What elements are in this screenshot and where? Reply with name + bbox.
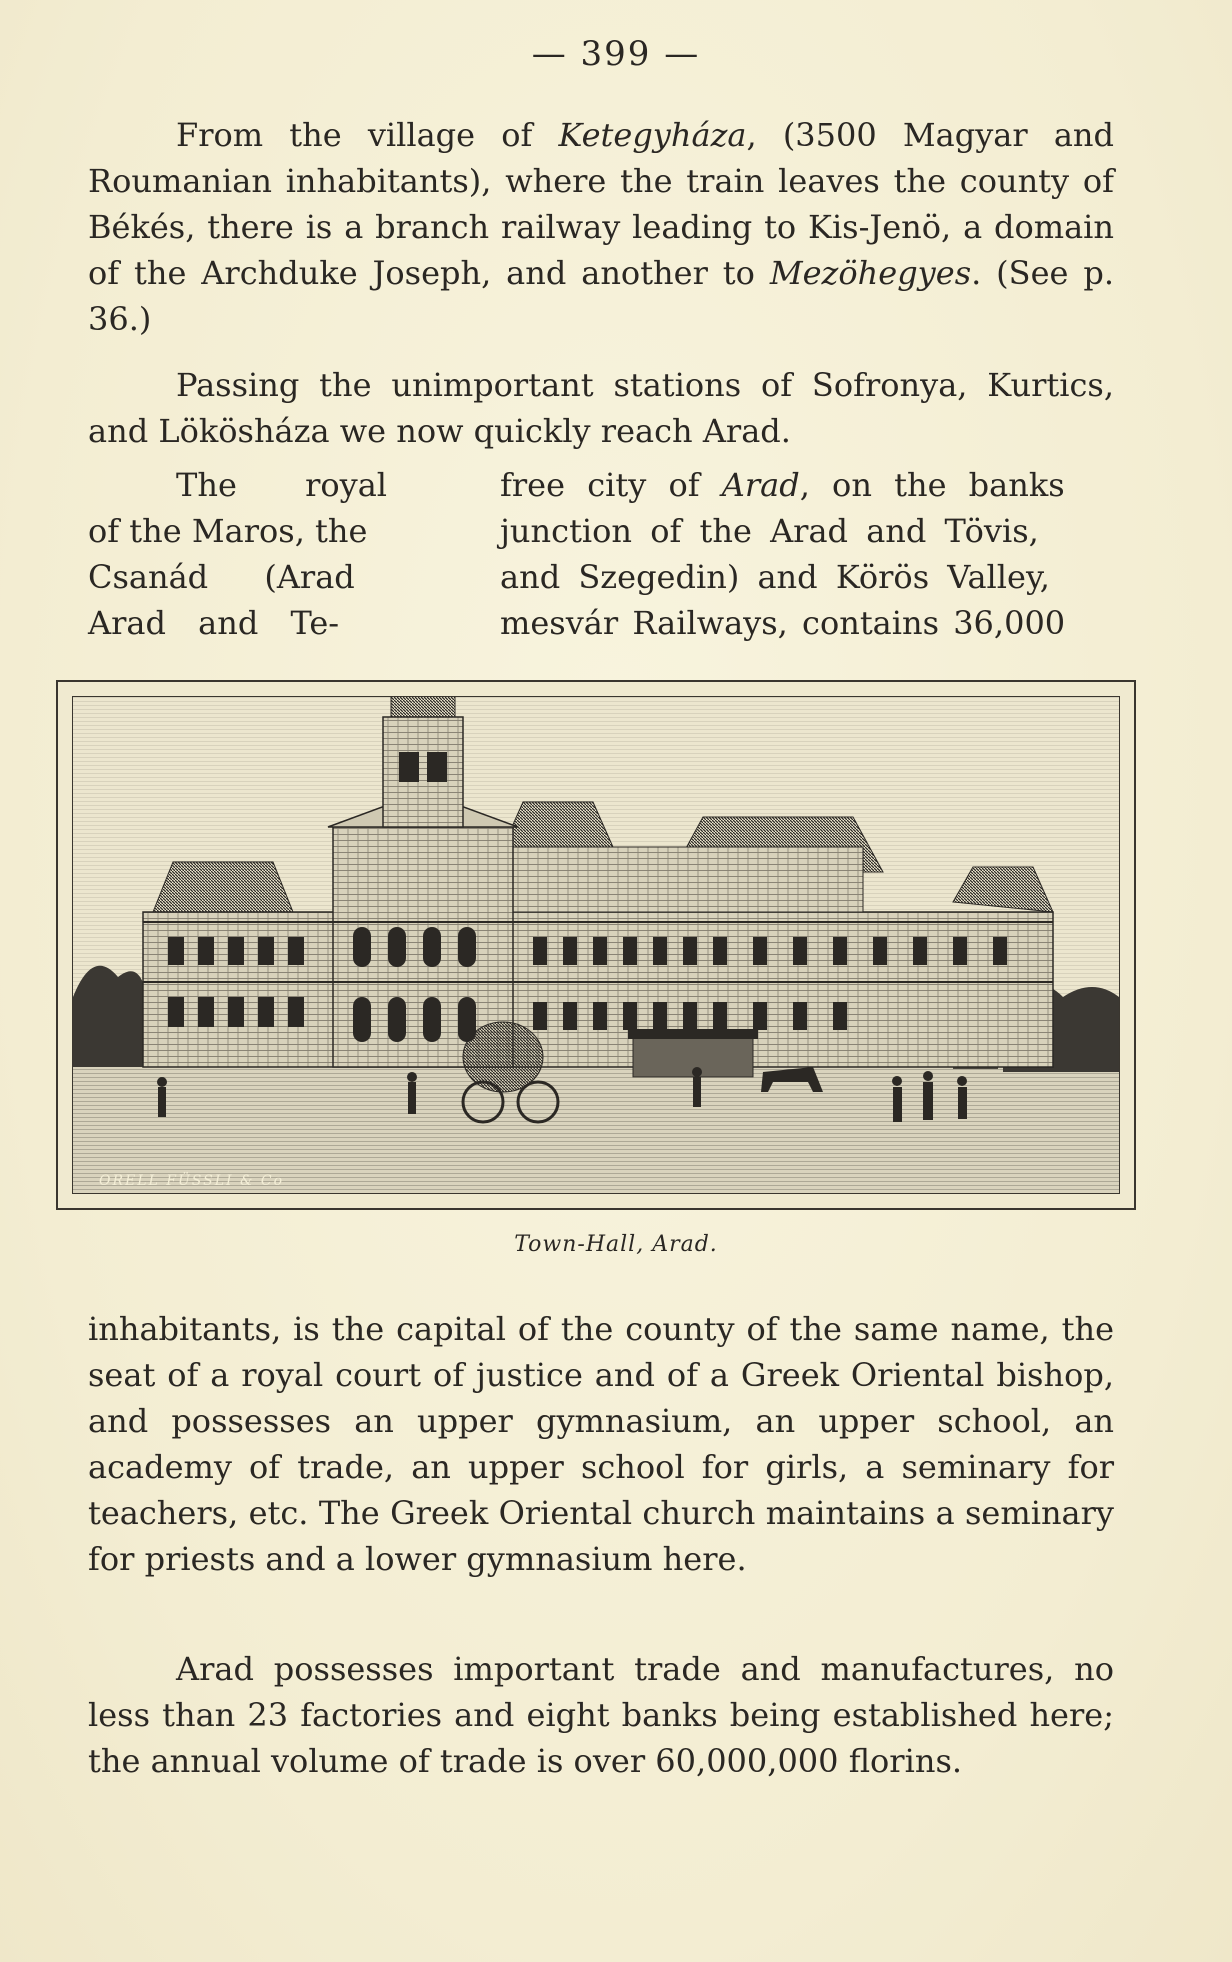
engraver-signature: ORELL FÜSSLI & Co (99, 1173, 285, 1189)
wrap-right-line-1 (500, 462, 1065, 508)
engraving-town-hall (72, 696, 1120, 1194)
place-arad: Arad (721, 466, 800, 504)
wrap-right-line-1a: free city of (500, 466, 722, 504)
wrap-left-line-2: of the Maros, the (88, 512, 368, 550)
place-mezohegyes: Mezöhegyes (769, 254, 972, 292)
paragraph-inhabitants (88, 1306, 1114, 1582)
wrap-text-right (500, 462, 1114, 646)
para4-text: Arad possesses important trade and manufactures, no less than 23 factories and eight banks being established here; the annual volume of trade is over 60,000,000 florins. (88, 1650, 1114, 1780)
wrap-left-line-4: Arad and Te- (88, 604, 340, 642)
paragraph-passing (88, 362, 1114, 454)
figure-caption: Town-Hall, Arad. (514, 1232, 718, 1257)
para1-text-b: , (3500 Magyar and Roumanian inhabitants), where the train leaves the county of Békés, there is a branch railway leading to Kis-Jenö, a domain of the Archduke Joseph, and another to (88, 116, 1115, 292)
wrap-right-line-4: mesvár Railways, contains 36,000 (500, 604, 1066, 642)
place-ketegyhaza: Ketegyháza (558, 116, 747, 154)
engraving-figure (56, 680, 1136, 1210)
wrap-left-line-1: The royal (176, 466, 388, 504)
wrap-right-line-3: and Szegedin) and Körös Valley, (500, 558, 1050, 596)
para1-text-a: From the village of (176, 116, 559, 154)
paragraph-ketegyhaza (88, 112, 1114, 342)
page-number: — 399 — (531, 34, 701, 74)
town-hall-illustration (73, 697, 1119, 1193)
para1-text-c: . (See p. 36.) (88, 254, 1115, 338)
paragraph-trade (88, 1646, 1114, 1784)
wrap-right-line-1b: , on the banks (799, 466, 1065, 504)
wrap-text-left (88, 462, 388, 646)
para2-text: Passing the unimportant stations of Sofronya, Kurtics, and Lökösháza we now quickly reach Arad. (88, 366, 1114, 450)
wrap-left-line-3: Csanád (Arad (88, 558, 355, 596)
wrap-right-line-2: junction of the Arad and Tövis, (500, 512, 1039, 550)
para3-text: inhabitants, is the capital of the county of the same name, the seat of a royal court of justice and of a Greek Oriental bishop, and possesses an upper gymnasium, an upper school, an academy of trade, an upper school for girls, a seminary for teachers, etc. The Greek Oriental church maintains a seminary for priests and a lower gymnasium here. (88, 1310, 1114, 1578)
